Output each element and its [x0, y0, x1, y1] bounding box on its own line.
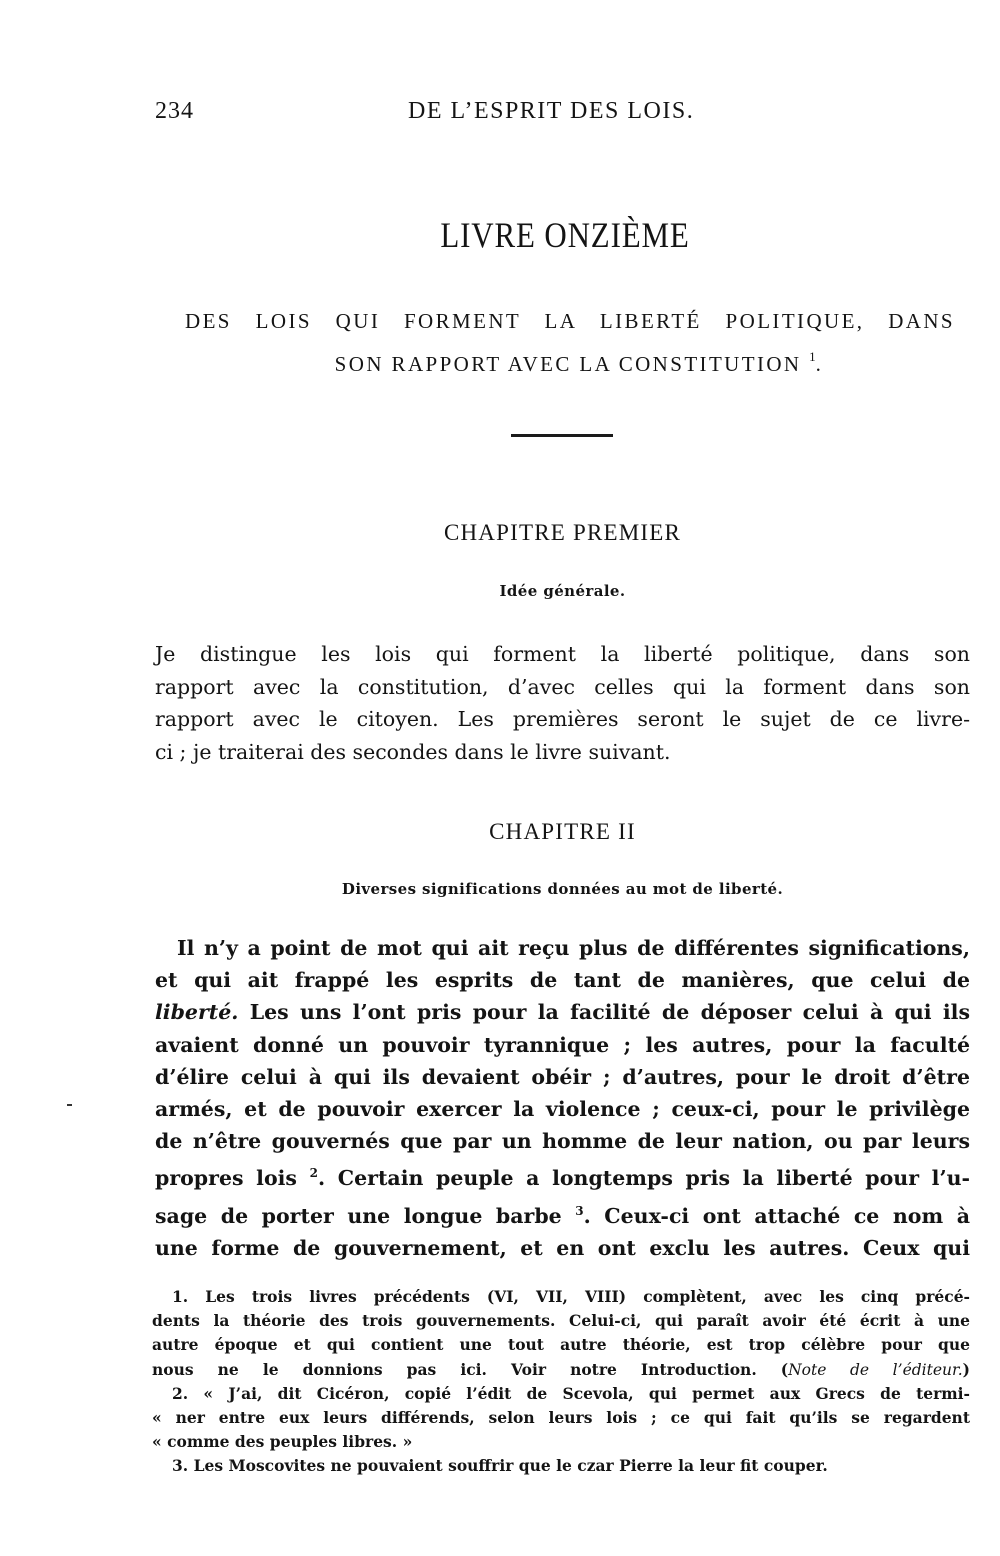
paragraph-line	[155, 996, 970, 1028]
book-subtitle-period: .	[815, 352, 824, 376]
paragraph-line: de n’être gouvernés que par un homme de leur nation, ou par leurs	[155, 1129, 970, 1154]
paragraph-text: . Certain peuple a longtemps pris la liberté pour l’u-	[318, 1166, 971, 1191]
chapter-1-title: CHAPITRE PREMIER	[443, 520, 682, 545]
chapter-2-paragraph	[155, 932, 970, 1264]
paragraph-line: d’élire celui à qui ils devaient obéir ; d’autres, pour le droit d’être	[155, 1064, 970, 1089]
footnote-italic: Note de l’éditeur.	[788, 1360, 963, 1379]
footnote-ref-1: 1	[809, 349, 816, 364]
footnote-2-line: « comme des peuples libres. »	[152, 1432, 413, 1452]
chapter-2-title: CHAPITRE II	[489, 819, 636, 844]
footnote-1-line: autre époque et qui contient une tout autre théorie, est trop célèbre pour que	[152, 1335, 970, 1355]
footnote-1-line: 1. Les trois livres précédents (VI, VII, VIII) complètent, avec les cinq précé-	[172, 1287, 970, 1306]
paragraph-line: une forme de gouvernement, et en ont exclu les autres. Ceux qui	[155, 1235, 970, 1260]
footnote-3-line: 3. Les Moscovites ne pouvaient souffrir que le czar Pierre la leur fit couper.	[172, 1456, 828, 1476]
paragraph-line: ci ; je traiterai des secondes dans le livre suivant.	[155, 740, 671, 765]
paragraph-line: Il n’y a point de mot qui ait reçu plus de différentes significations,	[177, 936, 970, 960]
margin-mark	[67, 1104, 72, 1106]
footnote-ref-3: 3	[575, 1203, 584, 1218]
paragraph-text: sage de porter une longue barbe	[155, 1203, 576, 1228]
chapter-1-subtitle: Idée générale.	[499, 582, 626, 600]
paragraph-text: Les uns l’ont pris pour la facilité de déposer celui à qui ils	[238, 1000, 970, 1025]
running-title: DE L’ESPRIT DES LOIS.	[408, 98, 695, 124]
paragraph-line	[155, 1195, 970, 1232]
paragraph-line: armés, et de pouvoir exercer la violence ; ceux-ci, pour le privilège	[155, 1097, 970, 1122]
footnote-1-line	[152, 1358, 970, 1382]
paragraph-line: et qui ait frappé les esprits de tant de manières, que celui de	[155, 968, 970, 993]
paragraph-line: avaient donné un pouvoir tyrannique ; les autres, pour la faculté	[155, 1032, 970, 1057]
page-number: 234	[155, 98, 194, 124]
chapter-2-subtitle: Diverses significations données au mot de liberté.	[341, 880, 784, 898]
book-title: LIVRE ONZIÈME	[440, 215, 690, 255]
footnote-2-line: « ner entre eux leurs différends, selon leurs lois ; ce qui fait qu’ils se regardent	[152, 1408, 970, 1428]
running-header	[155, 98, 970, 128]
book-subtitle	[185, 303, 955, 382]
paragraph-text: . Ceux-ci ont attaché ce nom à	[583, 1203, 970, 1228]
book-subtitle-line-2	[185, 339, 955, 382]
book-subtitle-line-1: DES LOIS QUI FORMENT LA LIBERTÉ POLITIQUE, DANS	[185, 309, 955, 333]
paragraph-line	[155, 1157, 970, 1194]
paragraph-line: rapport avec le citoyen. Les premières seront le sujet de ce livre-	[155, 707, 970, 732]
paragraph-text: propres lois	[155, 1166, 310, 1191]
footnote-text: )	[962, 1359, 970, 1379]
section-divider	[511, 434, 613, 437]
paragraph-line: rapport avec la constitution, d’avec celles qui la forment dans son	[155, 674, 970, 699]
chapter-1-paragraph	[155, 638, 970, 769]
book-subtitle-text: SON RAPPORT AVEC LA CONSTITUTION	[334, 352, 802, 376]
footnote-ref-2: 2	[309, 1166, 318, 1181]
footnote-1-line: dents la théorie des trois gouvernements. Celui-ci, qui paraît avoir été écrit à une	[152, 1311, 970, 1331]
footnote-2-line: 2. « J’ai, dit Cicéron, copié l’édit de Scevola, qui permet aux Grecs de termi-	[172, 1383, 970, 1403]
footnotes	[152, 1285, 970, 1479]
italic-word-liberte: liberté.	[155, 1000, 239, 1025]
paragraph-line: Je distingue les lois qui forment la liberté politique, dans son	[155, 642, 970, 666]
footnote-text: nous ne le donnions pas ici. Voir notre Introduction. (	[152, 1359, 789, 1379]
